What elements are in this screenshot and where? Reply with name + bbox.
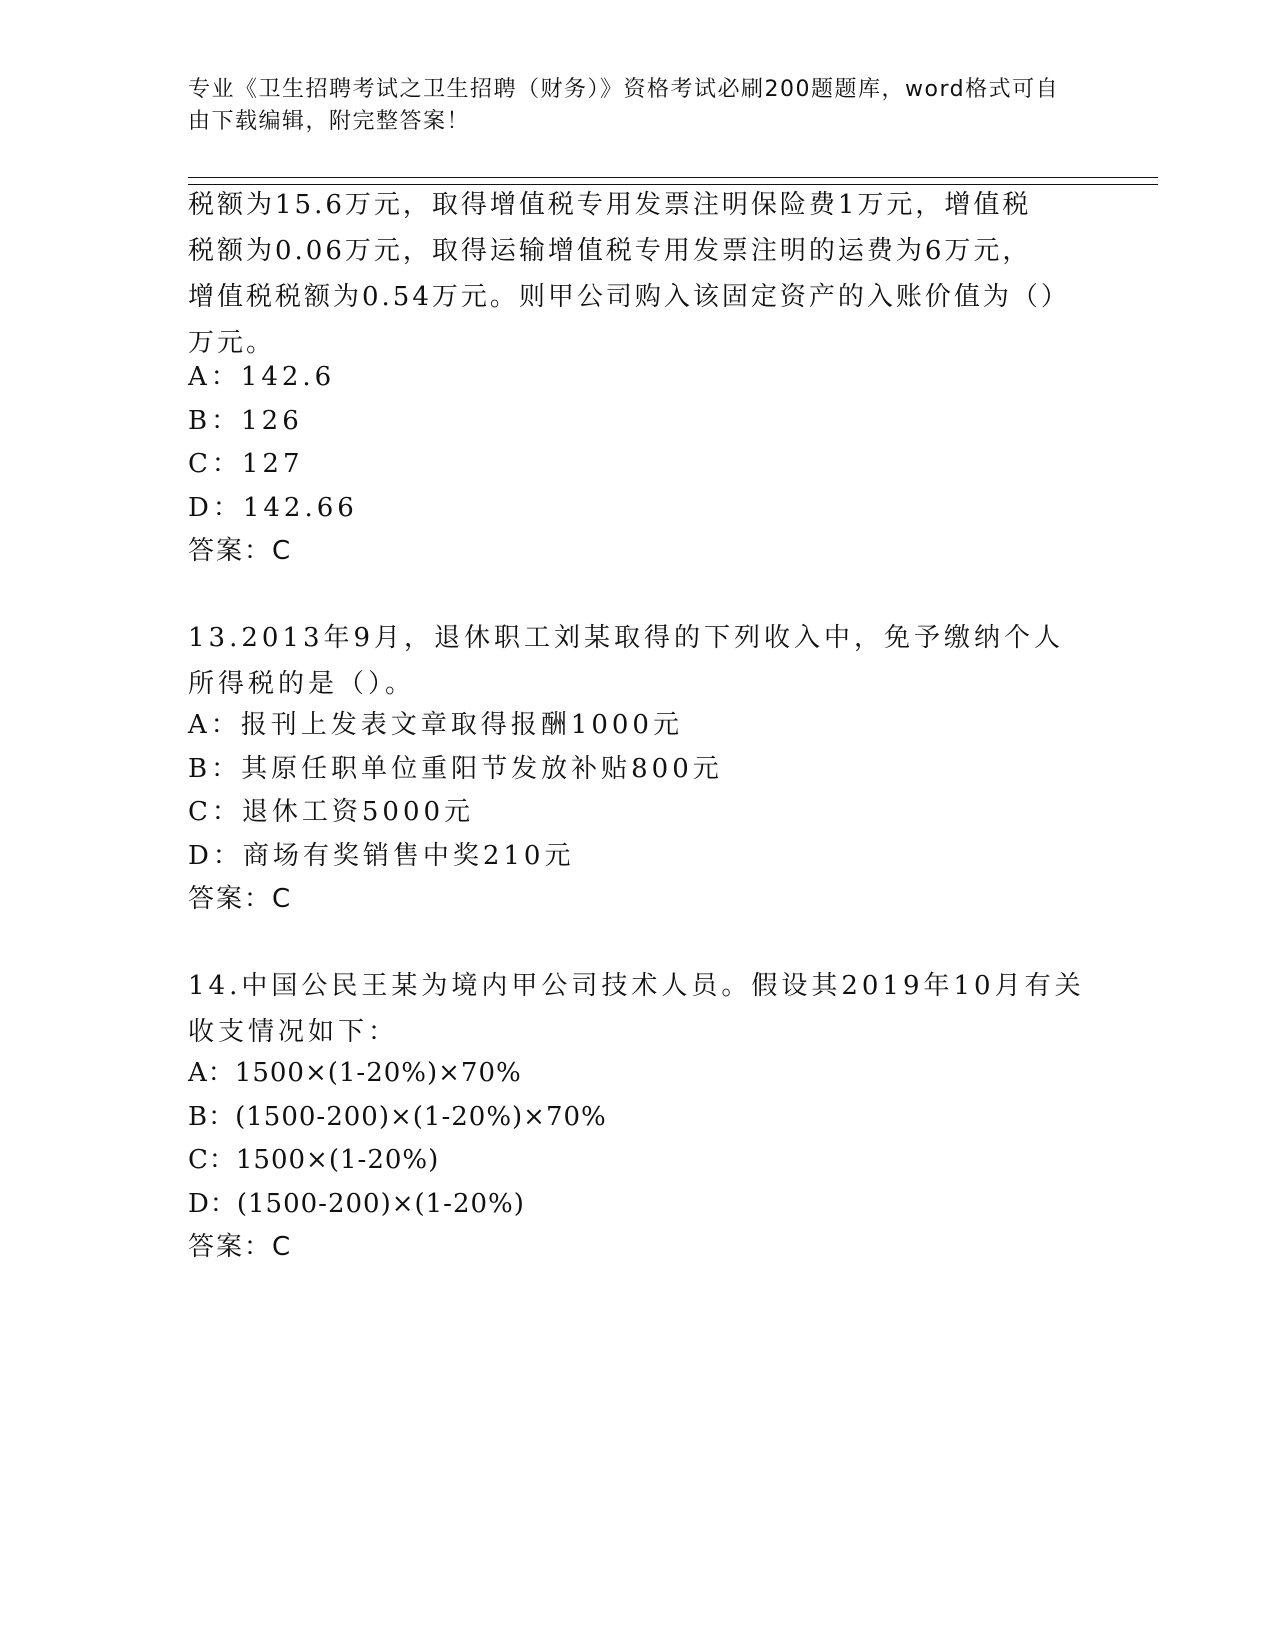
question-14-option-a: A：1500×(1-20%)×70% xyxy=(188,1058,522,1088)
page-header: 专业《卫生招聘考试之卫生招聘（财务）》资格考试必刷200题题库，word格式可自由下载编辑，附完整答案！ xyxy=(188,77,1060,134)
question-12-answer: 答案：C xyxy=(188,536,293,566)
question-14-option-c: C：1500×(1-20%) xyxy=(188,1145,440,1175)
header-divider-top xyxy=(188,177,1158,178)
question-14-stem: 14.中国公民王某为境内甲公司技术人员。假设其2019年10月有关收支情况如下： xyxy=(188,971,1085,1047)
question-13-option-d: D：商场有奖销售中奖210元 xyxy=(188,841,575,871)
question-13-option-b: B：其原任职单位重阳节发放补贴800元 xyxy=(188,754,723,784)
question-13-answer: 答案：C xyxy=(188,884,293,914)
question-14-option-b: B：(1500-200)×(1-20%)×70% xyxy=(188,1102,607,1132)
question-14-answer: 答案：C xyxy=(188,1232,293,1262)
question-13-option-a: A：报刊上发表文章取得报酬1000元 xyxy=(188,710,683,740)
question-12-stem: 税额为15.6万元，取得增值税专用发票注明保险费1万元，增值税税额为0.06万元，取得运输增值税专用发票注明的运费为6万元，增值税税额为0.54万元。则甲公司购入该固定资产的入账价值为（）万元。 xyxy=(188,190,1057,358)
question-13-stem: 13.2013年9月，退休职工刘某取得的下列收入中，免予缴纳个人所得税的是（）。 xyxy=(188,623,1065,699)
question-12-option-c: C：127 xyxy=(188,449,304,479)
question-14-option-d: D：(1500-200)×(1-20%) xyxy=(188,1189,525,1219)
question-13-option-c: C：退休工资5000元 xyxy=(188,797,475,827)
question-12-option-a: A：142.6 xyxy=(188,362,336,392)
question-12-option-d: D：142.66 xyxy=(188,493,358,523)
question-12-option-b: B：126 xyxy=(188,406,303,436)
